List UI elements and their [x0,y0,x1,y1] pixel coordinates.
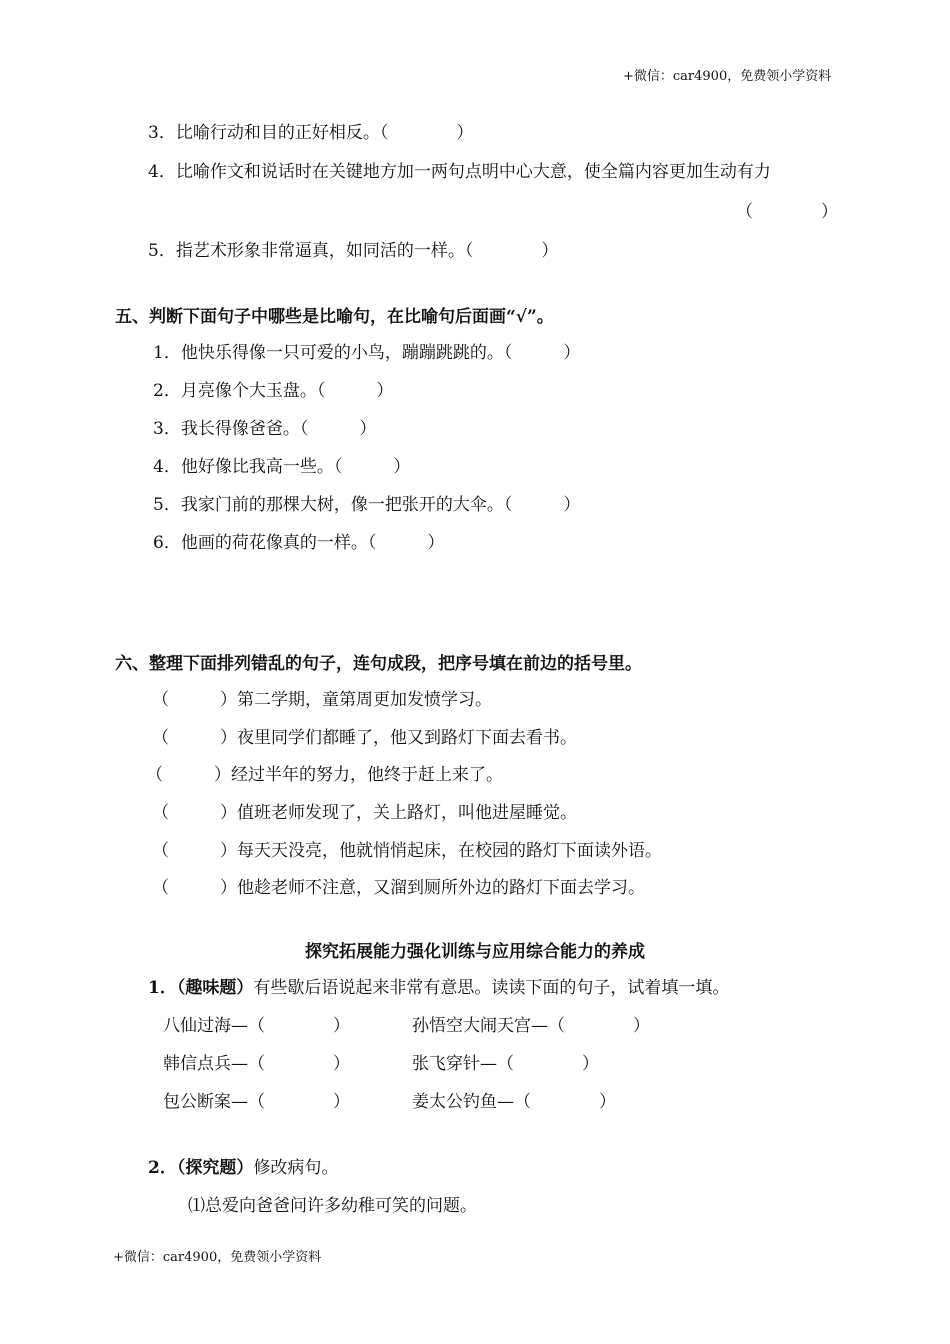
q1-left-3: 包公断案—（ ） [163,1092,350,1112]
s6-item-5: （ ）每天天没亮，他就悄悄起床，在校园的路灯下面读外语。 [152,841,662,861]
q1-text: 有些歇后语说起来非常有意思。读读下面的句子，试着填一填。 [253,978,730,998]
q1-right-2: 张飞穿针—（ ） [412,1054,599,1074]
s6-item-6: （ ）他趁老师不注意，又溜到厕所外边的路灯下面去学习。 [152,878,645,898]
s6-item-2: （ ）夜里同学们都睡了，他又到路灯下面去看书。 [152,728,577,748]
q1-number: 1． [148,978,177,998]
page-footer: +微信：car4900，免费领小学资料 [113,1250,322,1265]
s4-item-3: 3．比喻行动和目的正好相反。（ ） [148,123,474,143]
s5-item-1: 1．他快乐得像一只可爱的小鸟，蹦蹦跳跳的。（ ） [153,343,581,363]
q2-text: 修改病句。 [253,1158,339,1178]
q2-number: 2． [148,1158,177,1178]
s5-item-2: 2．月亮像个大玉盘。（ ） [153,381,394,401]
page-header: +微信：car4900，免费领小学资料 [623,69,832,84]
section5-title: 五、判断下面句子中哪些是比喻句，在比喻句后面画“√”。 [115,307,554,327]
q1-right-1: 孙悟空大闹天宫—（ ） [412,1016,650,1036]
s5-item-4: 4．他好像比我高一些。（ ） [153,457,411,477]
q1-left-1: 八仙过海—（ ） [163,1016,350,1036]
s5-item-3: 3．我长得像爸爸。（ ） [153,419,377,439]
s4-item-4: 4．比喻作文和说话时在关键地方加一两句点明中心大意，使全篇内容更加生动有力 [148,162,771,182]
section6-title: 六、整理下面排列错乱的句子，连句成段，把序号填在前边的括号里。 [115,654,642,674]
s6-item-1: （ ）第二学期，童第周更加发愤学习。 [152,690,492,710]
q1-tag: （趣味题） [176,978,254,998]
s4-item-4-blank: （ ） [736,202,838,222]
extension-title: 探究拓展能力强化训练与应用综合能力的养成 [305,942,645,962]
s6-item-4: （ ）值班老师发现了，关上路灯，叫他进屋睡觉。 [152,803,577,823]
q2-line [148,1157,338,1179]
s5-item-5: 5．我家门前的那棵大树，像一把张开的大伞。（ ） [153,495,581,515]
q1-line [148,977,729,999]
s6-item-3: （ ）经过半年的努力，他终于赶上来了。 [146,765,503,785]
q1-right-3: 姜太公钓鱼—（ ） [412,1092,616,1112]
q1-left-2: 韩信点兵—（ ） [163,1054,350,1074]
s5-item-6: 6．他画的荷花像真的一样。（ ） [153,533,445,553]
s4-item-5: 5．指艺术形象非常逼真，如同活的一样。（ ） [148,241,559,261]
q2-tag: （探究题） [176,1158,254,1178]
q2-item-1: ⑴总爱向爸爸问许多幼稚可笑的问题。 [188,1196,477,1216]
